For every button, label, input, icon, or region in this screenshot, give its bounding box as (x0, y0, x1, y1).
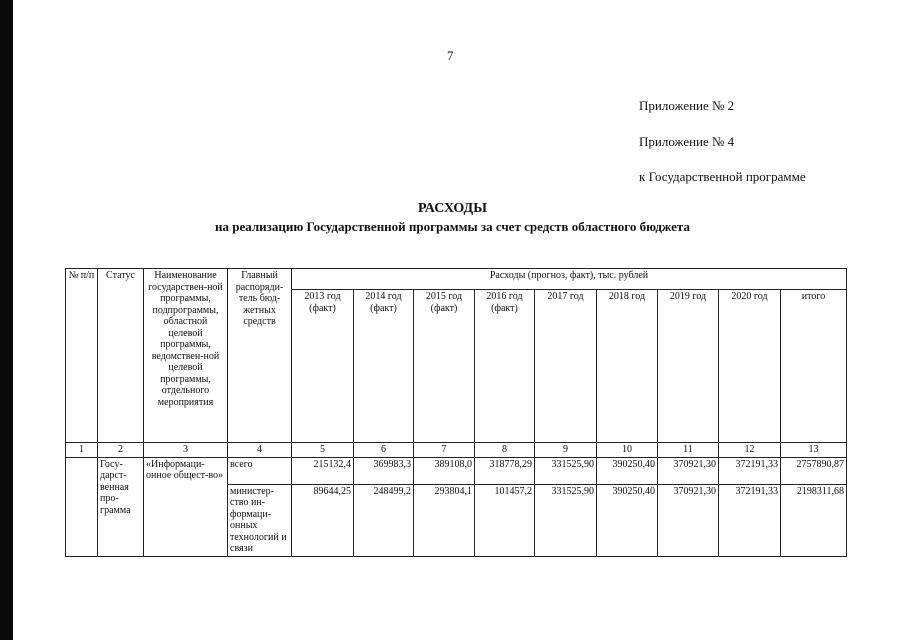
value-cell: 390250,40 (597, 457, 658, 484)
year-header: 2015 год (факт) (414, 290, 475, 443)
column-number: 13 (781, 443, 847, 458)
value-cell: 370921,30 (658, 484, 719, 556)
column-number: 4 (228, 443, 292, 458)
value-cell: 89644,25 (292, 484, 354, 556)
column-number: 7 (414, 443, 475, 458)
annex-line-2: Приложение № 4 (639, 134, 735, 149)
value-cell: 331525,90 (535, 457, 597, 484)
value-cell: 370921,30 (658, 457, 719, 484)
column-number: 5 (292, 443, 354, 458)
column-number: 11 (658, 443, 719, 458)
value-cell: 372191,33 (719, 457, 781, 484)
header-expenses: Расходы (прогноз, факт), тыс. рублей (292, 269, 847, 290)
value-cell: 389108,0 (414, 457, 475, 484)
row-number-cell (66, 457, 98, 556)
value-cell: 101457,2 (475, 484, 535, 556)
header-status: Статус (98, 269, 144, 443)
column-number: 9 (535, 443, 597, 458)
page-number: 7 (447, 48, 454, 63)
annex-line-1: Приложение № 2 (639, 98, 735, 113)
value-cell: 318778,29 (475, 457, 535, 484)
year-header: 2013 год (факт) (292, 290, 354, 443)
column-number: 3 (144, 443, 228, 458)
value-cell: 248499,2 (354, 484, 414, 556)
value-cell: 215132,4 (292, 457, 354, 484)
expenses-table (65, 268, 847, 557)
document-title: РАСХОДЫ (418, 201, 487, 216)
total-header: итого (781, 290, 847, 443)
column-number: 6 (354, 443, 414, 458)
annex-line-3: к Государственной программе (639, 169, 806, 184)
document-subtitle: на реализацию Государственной программы за счет средств областного бюджета (215, 219, 690, 234)
admin-cell: министер-ство ин-формаци-онных технологий и связи (228, 484, 292, 556)
year-header: 2018 год (597, 290, 658, 443)
year-header: 2017 год (535, 290, 597, 443)
value-cell: 390250,40 (597, 484, 658, 556)
table-row (66, 457, 847, 484)
status-cell: Госу-дарст-венная про-грамма (98, 457, 144, 556)
column-number: 10 (597, 443, 658, 458)
value-cell: 369983,3 (354, 457, 414, 484)
column-number: 12 (719, 443, 781, 458)
table-header-row (66, 269, 847, 290)
value-cell: 331525,90 (535, 484, 597, 556)
column-number: 8 (475, 443, 535, 458)
scan-edge-bar (0, 0, 13, 640)
column-number-row (66, 443, 847, 458)
header-number: № п/п (66, 269, 98, 443)
year-header: 2014 год (факт) (354, 290, 414, 443)
year-header: 2016 год (факт) (475, 290, 535, 443)
column-number: 1 (66, 443, 98, 458)
year-header: 2020 год (719, 290, 781, 443)
year-header: 2019 год (658, 290, 719, 443)
value-cell: 293804,1 (414, 484, 475, 556)
value-cell: 372191,33 (719, 484, 781, 556)
total-value-cell: 2757890,87 (781, 457, 847, 484)
column-number: 2 (98, 443, 144, 458)
admin-cell: всего (228, 457, 292, 484)
total-value-cell: 2198311,68 (781, 484, 847, 556)
program-name-cell: «Информаци-онное общест-во» (144, 457, 228, 556)
header-program-name: Наименование государствен-ной программы, подпрограммы, областной целевой программы, ведомствен-ной целевой программы, отдельного мероприятия (144, 269, 228, 443)
header-budget-admin: Главный распоряди-тель бюд-жетных средств (228, 269, 292, 443)
